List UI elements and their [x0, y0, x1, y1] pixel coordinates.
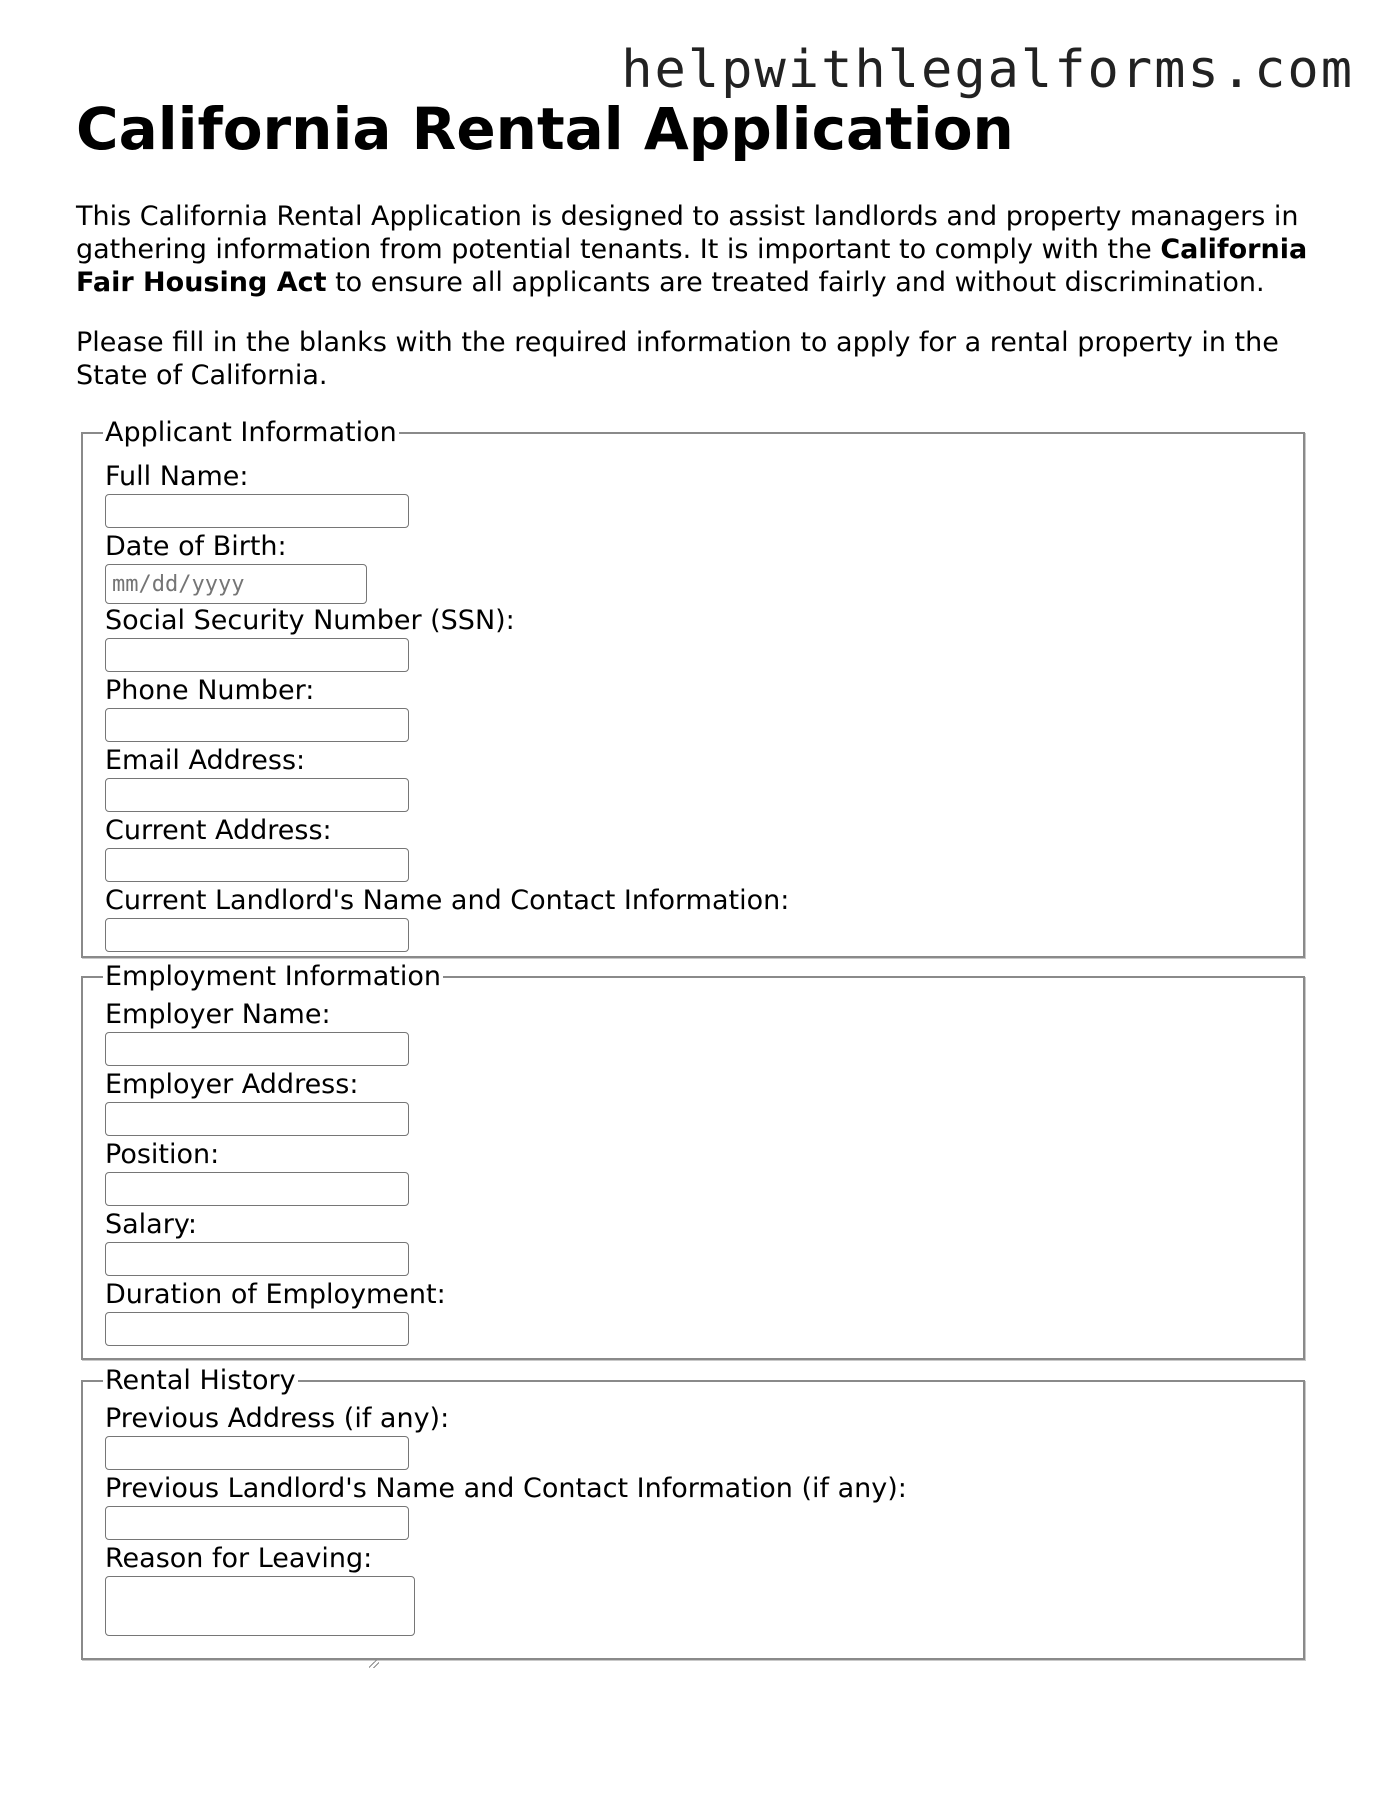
duration-of-employment-label: Duration of Employment:: [105, 1279, 446, 1310]
phone-number-input[interactable]: [105, 708, 409, 742]
intro-text-end: to ensure all applicants are treated fairly and without discrimination.: [326, 267, 1265, 298]
employer-name-input[interactable]: [105, 1032, 409, 1066]
employer-address-label: Employer Address:: [105, 1069, 359, 1100]
rental-history-section: [81, 1366, 1305, 1660]
intro-text-start: This California Rental Application is designed to assist landlords and property managers in gathering information from potential tenants. It is important to comply with the: [76, 201, 1299, 265]
full-name-input[interactable]: [105, 494, 409, 528]
date-of-birth-input[interactable]: [105, 564, 367, 604]
reason-for-leaving-textarea[interactable]: [105, 1576, 415, 1636]
employment-information-section: [81, 962, 1305, 1360]
rental-history-legend: Rental History: [105, 1365, 296, 1396]
salary-input[interactable]: [105, 1242, 409, 1276]
site-watermark: helpwithlegalforms.com: [621, 40, 1354, 100]
position-input[interactable]: [105, 1172, 409, 1206]
applicant-information-legend: Applicant Information: [105, 417, 397, 448]
ssn-label: Social Security Number (SSN):: [105, 605, 515, 636]
employer-name-label: Employer Name:: [105, 999, 331, 1030]
previous-address-input[interactable]: [105, 1436, 409, 1470]
previous-address-label: Previous Address (if any):: [105, 1403, 450, 1434]
date-of-birth-label: Date of Birth:: [105, 531, 287, 562]
duration-of-employment-input[interactable]: [105, 1312, 409, 1346]
fair-housing-act-emphasis: California Fair Housing Act: [76, 234, 1308, 298]
intro-paragraph: [76, 200, 1336, 299]
previous-landlord-input[interactable]: [105, 1506, 409, 1540]
salary-label: Salary:: [105, 1209, 197, 1240]
current-landlord-label: Current Landlord's Name and Contact Information:: [105, 885, 790, 916]
employment-information-legend: Employment Information: [105, 961, 441, 992]
phone-number-label: Phone Number:: [105, 675, 315, 706]
current-address-label: Current Address:: [105, 815, 332, 846]
employer-address-input[interactable]: [105, 1102, 409, 1136]
instructions-paragraph: Please fill in the blanks with the required information to apply for a rental property in the State of California.: [76, 327, 1279, 391]
previous-landlord-label: Previous Landlord's Name and Contact Information (if any):: [105, 1473, 907, 1504]
reason-for-leaving-label: Reason for Leaving:: [105, 1543, 373, 1574]
applicant-information-section: [81, 418, 1305, 958]
current-address-input[interactable]: [105, 848, 409, 882]
resize-grip-icon[interactable]: [369, 1658, 379, 1668]
position-label: Position:: [105, 1139, 220, 1170]
page-title: California Rental Application: [76, 95, 1014, 163]
full-name-label: Full Name:: [105, 461, 249, 492]
ssn-input[interactable]: [105, 638, 409, 672]
email-address-input[interactable]: [105, 778, 409, 812]
email-address-label: Email Address:: [105, 745, 306, 776]
current-landlord-input[interactable]: [105, 918, 409, 952]
